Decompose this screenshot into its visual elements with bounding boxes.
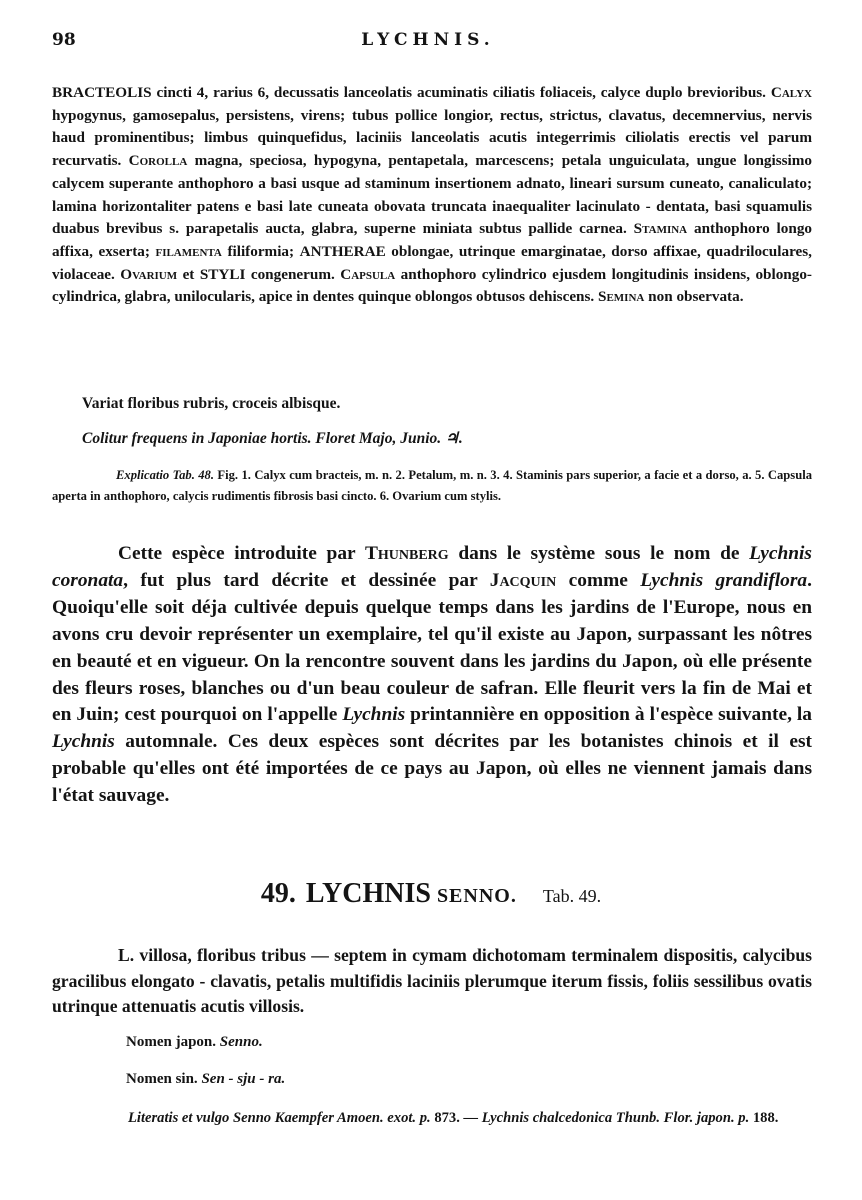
author-thunberg: Thunberg	[364, 543, 449, 564]
text-segment: oblongae, utrinque emarginatae, dorso affixae, quadriloculares, violaceae.	[52, 242, 812, 283]
text-segment: . Quoiqu'elle soit déja cultivée depuis quelque temps dans les jardins de l'Europe, nous en avons cru devoir représenter un exemplaire, tel qu'il existe au Japon, surpassant les nôtres en beauté et en vigueur. On la rencontre souvent dans les jardins du Japon, où elle présente des fleurs roses, blanches ou d'un beau couleur de safran. Elle fleurit vers la fin de Mai et en Juin; cest pourquoi on l'appelle	[52, 569, 812, 726]
page-number: 98	[52, 30, 76, 50]
species-epithet: SENNO.	[436, 885, 517, 907]
species-diagnosis: L. villosa, floribus tribus — septem in cymam dichotomam terminalem dispositis, calycibus gracilibus elongato - clavatis, petalis multifidis laciniis plerumque iterum fissis, foliis sessilibus ovatis utrinque attenuatis acutis villosis.	[52, 945, 812, 1016]
explicatio-text: Fig. 1. Calyx cum bracteis, m. n. 2. Petalum, m. n. 3. 4. Staminis pars superior, a facie et a dorso, a. 5. Capsula aperta in anthophoro, calycis rudimentis fibrosis basi cincto. 6. Ovarium cum stylis.	[52, 468, 812, 503]
text-segment: magna, speciosa, hypogyna, pentapetala, marcescens; petala unguiculata, ungue longissimo calycem superante anthophoro a basi usque ad staminum insertionem adnato, lineari sursum cuneato, canaliculato; lamina horizontaliter patens e basi late cuneata obovata truncata inaequaliter lacinulato - dentata, basi squamulis duabus brevibus s. parapetalis aucta, glabra, superne miniata subtus pallide carnea.	[52, 152, 812, 238]
reference-page: 188.	[749, 1110, 779, 1126]
text-segment: printannière en opposition à l'espèce suivante, la	[405, 704, 812, 726]
explicatio-lead: Explicatio Tab. 48.	[116, 468, 215, 482]
colitur-line: Colitur frequens in Japoniae hortis. Floret Majo, Junio. ♃.	[82, 430, 463, 447]
chinese-name-label: Nomen sin.	[126, 1071, 198, 1087]
text-segment: dans le système sous le nom de	[448, 543, 750, 564]
term-styli: STYLI	[199, 265, 246, 283]
literature-references	[52, 1107, 812, 1130]
plate-explanation	[52, 465, 812, 507]
term-filamenta: filamenta	[155, 242, 222, 260]
author-jacquin: Jacquin	[489, 569, 557, 591]
french-commentary	[52, 541, 812, 810]
text-segment: hypogynus, gamosepalus, persistens, virens; tubus pollice longior, rectus, strictus, clavatus, decemnervius, nervis haud prominentibus; limbus quinquefidus, laciniis lanceolatis acutis integerrimis ciliolatis erectis vel parum recurvatis.	[52, 106, 812, 170]
chinese-name-line	[126, 1071, 856, 1088]
taxon-lychnis: Lychnis	[52, 731, 115, 753]
text-segment: non observata.	[644, 288, 744, 306]
japanese-name-line	[126, 1034, 856, 1051]
taxon-lychnis-coronata: Lychnis coronata	[52, 543, 812, 591]
term-semina: Semina	[598, 288, 645, 306]
text-segment: anthophoro cylindrico ejusdem longitudinis insidens, oblongo-cylindrica, glabra, unilocularis, apice in dentes quinque oblongos obtusos dehiscens.	[52, 265, 812, 306]
text-segment: comme	[556, 569, 641, 591]
text-segment: filiformia;	[221, 242, 300, 260]
term-bracteolis: BRACTEOLIS	[52, 84, 152, 101]
text-segment: et	[177, 265, 200, 283]
reference-kaempfer: Literatis et vulgo Senno Kaempfer Amoen. exot. p.	[128, 1110, 431, 1126]
taxon-lychnis: Lychnis	[342, 704, 406, 726]
reference-thunberg: — Lychnis chalcedonica Thunb. Flor. japon. p.	[459, 1110, 750, 1126]
term-corolla: Corolla	[128, 152, 188, 170]
latin-description	[52, 82, 812, 309]
term-calyx: Calyx	[770, 84, 812, 101]
term-ovarium: Ovarium	[120, 265, 178, 283]
chinese-name-value: Sen - sju - ra.	[201, 1071, 286, 1087]
taxon-lychnis-grandiflora: Lychnis grandiflora	[640, 569, 808, 591]
text-segment: automnale. Ces deux espèces sont décrites par les botanistes chinois et il est probable qu'elles ont été importées de ce pays au Japon, où elles ne viennent jamais dans l'état sauvage.	[52, 731, 812, 807]
term-antherae: ANTHERAE	[299, 242, 386, 260]
text-segment: anthophoro longo affixa, exserta;	[52, 220, 813, 260]
page-header	[52, 30, 804, 56]
term-capsula: Capsula	[340, 265, 396, 283]
text-segment: , fut plus tard décrite et dessinée par	[123, 569, 490, 591]
text-segment: cincti 4, rarius 6, decussatis lanceolatis acuminatis ciliatis foliaceis, calyce duplo brevioribus.	[151, 84, 771, 101]
term-stamina: Stamina	[633, 220, 688, 238]
plate-reference: Tab. 49.	[542, 886, 602, 906]
running-title: LYCHNIS.	[361, 30, 495, 50]
reference-page: 873.	[430, 1110, 460, 1126]
species-genus: LYCHNIS	[305, 878, 431, 909]
variat-line: Variat floribus rubris, croceis albisque.	[82, 395, 341, 412]
species-number: 49.	[260, 878, 296, 909]
japanese-name-label: Nomen japon.	[126, 1034, 217, 1050]
text-segment: congenerum.	[245, 265, 341, 283]
text-segment: Cette espèce introduite par	[118, 543, 365, 564]
japanese-name-value: Senno.	[219, 1034, 263, 1050]
species-heading	[0, 878, 862, 910]
